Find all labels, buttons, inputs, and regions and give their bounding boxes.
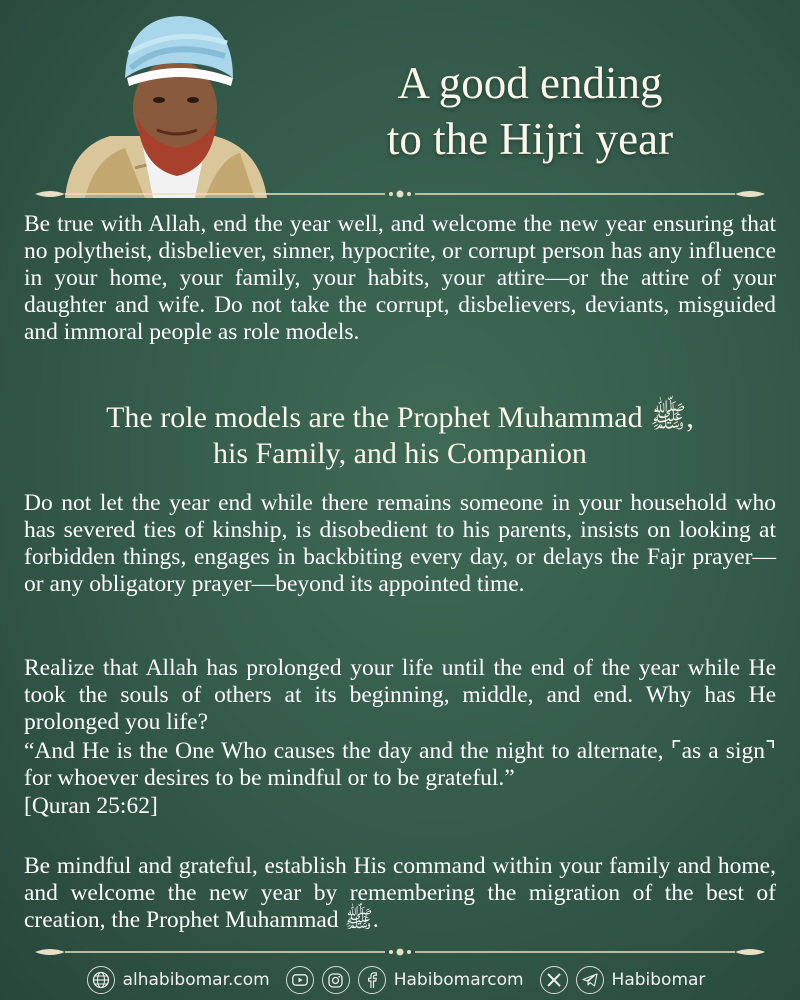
paragraph-4: Be mindful and grateful, establish His command within your family and home, and welcome the new year by remembering the migration of the best of creation, the Prophet Muhammad ﷺ. <box>24 853 776 933</box>
x-icon[interactable] <box>540 966 568 994</box>
title-line-2: to the Hijri year <box>386 114 674 164</box>
handle-habibomar[interactable]: Habibomar <box>611 970 706 990</box>
paragraph-3: Realize that Allah has prolonged your life until the end of the year while He took the souls of others at its beginning, middle, and end. Why has He prolonged you life? <box>24 655 776 735</box>
handle-habibomarcom[interactable]: Habibomarcom <box>393 970 524 990</box>
title-line-1: A good ending <box>397 58 663 108</box>
facebook-icon[interactable] <box>358 966 386 994</box>
subheading-line-2: his Family, and his Companion <box>213 437 587 470</box>
instagram-icon[interactable] <box>322 966 350 994</box>
quote-reference: [Quran 25:62] <box>24 793 158 819</box>
youtube-icon[interactable] <box>286 966 314 994</box>
paragraph-2: Do not let the year end while there remains someone in your household who has severed ties of kinship, is disobedient to his parents, insists on looking at forbidden things, engages in backbiting every day, or delays the Fajr prayer—or any obligatory prayer—beyond its appointed time. <box>24 490 776 597</box>
quote-text: “And He is the One Who causes the day and the night to alternate, ⌜as a sign⌝ for whoever desires to be mindful or to be grateful.” <box>24 738 776 791</box>
portrait-image <box>55 8 270 198</box>
globe-icon[interactable] <box>87 966 115 994</box>
telegram-icon[interactable] <box>576 966 604 994</box>
page-title <box>320 55 740 167</box>
ornament-divider-top <box>25 188 775 200</box>
subheading-line-1: The role models are the Prophet Muhammad ﷺ, <box>106 401 694 434</box>
website-link[interactable]: alhabibomar.com <box>122 970 270 990</box>
paragraph-1: Be true with Allah, end the year well, and welcome the new year ensuring that no polytheist, disbeliever, sinner, hypocrite, or corrupt person has any influence in your home, your family, your habits, your attire—or the attire of your daughter and wife. Do not take the corrupt, disbelievers, deviants, misguided and immoral people as role models. <box>24 211 776 345</box>
subheading <box>20 400 780 472</box>
ornament-divider-bottom <box>25 946 775 958</box>
footer <box>0 962 800 998</box>
